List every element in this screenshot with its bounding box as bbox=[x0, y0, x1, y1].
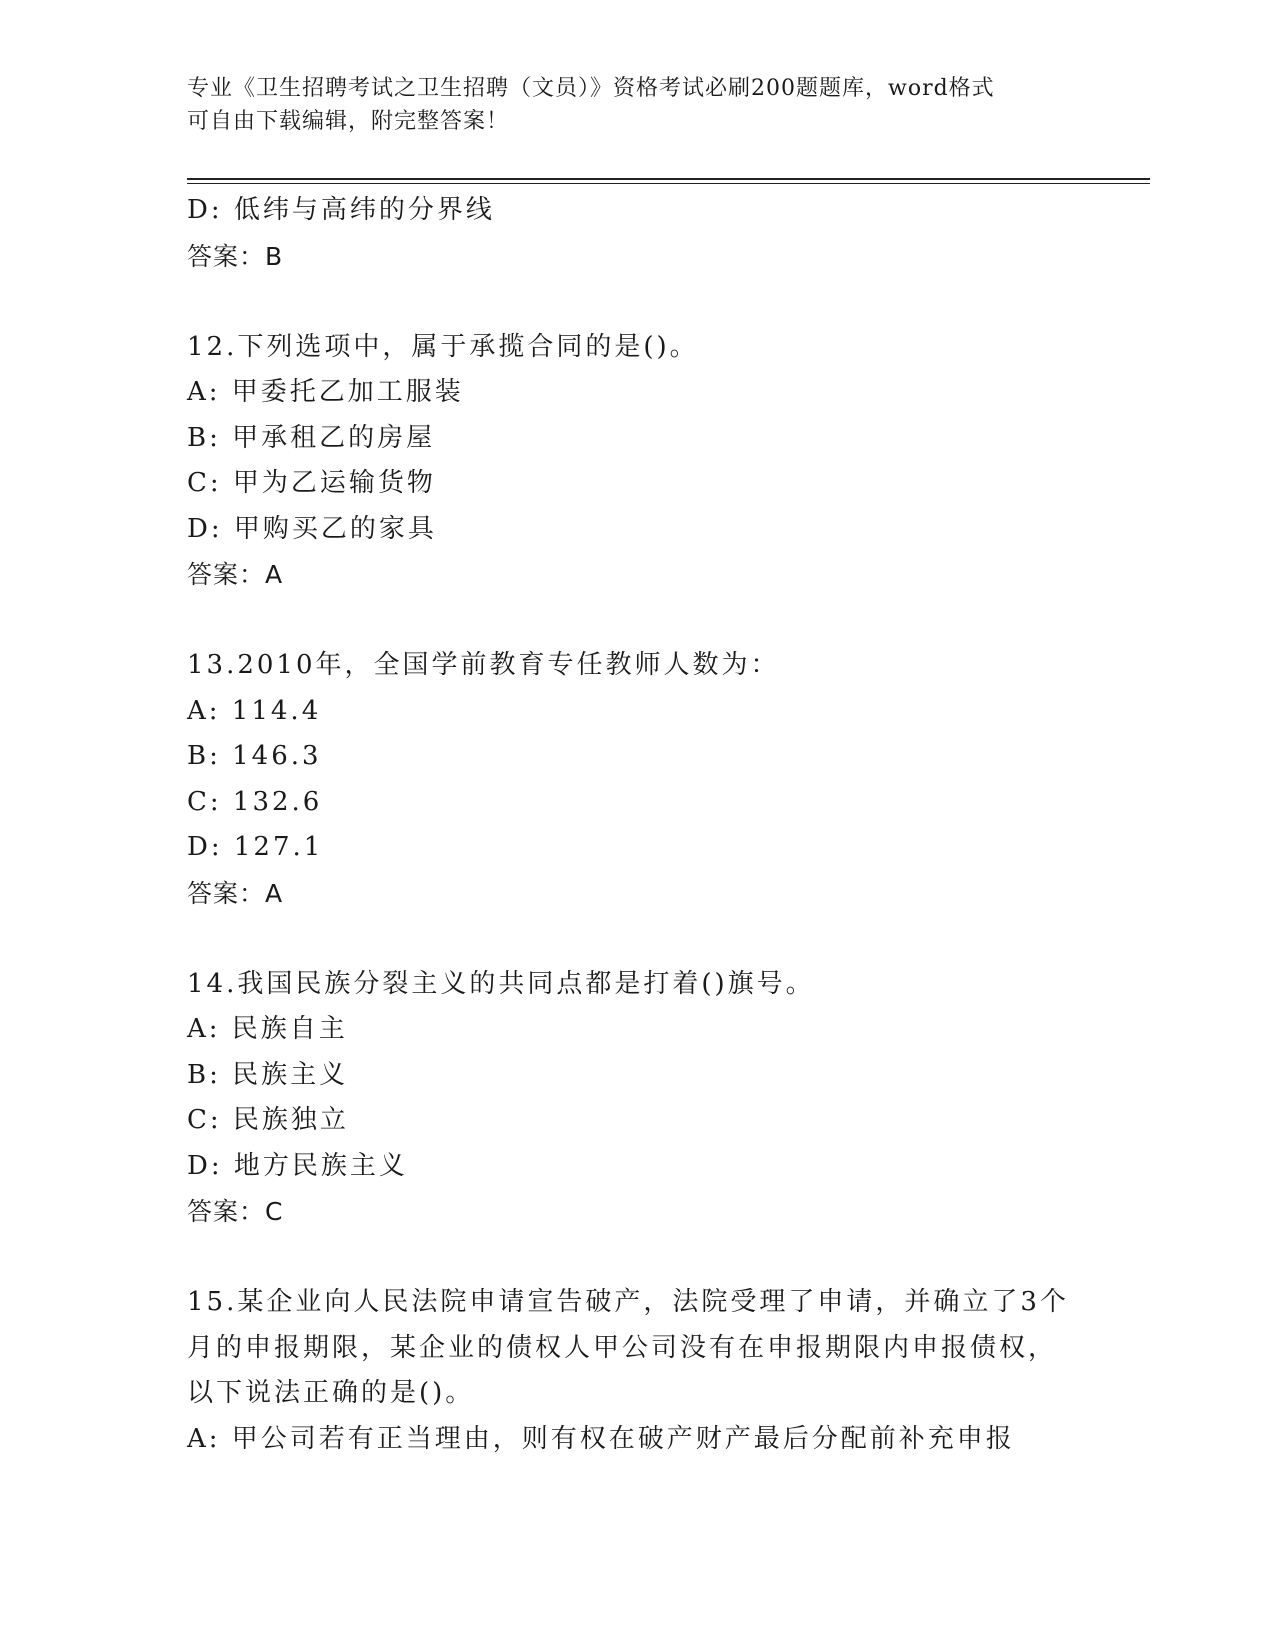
option-c: C: 甲为乙运输货物 bbox=[187, 468, 436, 498]
question-13 bbox=[187, 643, 1087, 916]
option-a: A: 甲委托乙加工服装 bbox=[187, 377, 464, 407]
question-text: 14.我国民族分裂主义的共同点都是打着()旗号。 bbox=[187, 968, 815, 999]
question-text-line-3: 以下说法正确的是()。 bbox=[187, 1378, 475, 1408]
option-b: B: 146.3 bbox=[187, 741, 322, 771]
document-header bbox=[187, 72, 1067, 138]
spacer bbox=[187, 916, 1087, 962]
spacer bbox=[187, 598, 1087, 644]
answer: 答案：A bbox=[187, 878, 284, 908]
option-d: D: 127.1 bbox=[187, 832, 324, 862]
question-text-line-1: 15.某企业向人民法院申请宣告破产，法院受理了申请，并确立了3个 bbox=[187, 1287, 1069, 1317]
header-line-2: 可自由下载编辑，附完整答案！ bbox=[187, 109, 510, 134]
question-15 bbox=[187, 1280, 1087, 1462]
option-a: A: 甲公司若有正当理由，则有权在破产财产最后分配前补充申报 bbox=[187, 1423, 1015, 1454]
answer: 答案：B bbox=[187, 241, 284, 271]
option-b: B: 甲承租乙的房屋 bbox=[187, 422, 436, 453]
option-d: D: 地方民族主义 bbox=[187, 1150, 408, 1181]
option-c: C: 132.6 bbox=[187, 786, 323, 817]
header-line-1: 专业《卫生招聘考试之卫生招聘（文员）》资格考试必刷200题题库，word格式 bbox=[187, 76, 995, 101]
header-rule-thin bbox=[187, 183, 1150, 184]
header-rule-thick bbox=[187, 178, 1150, 180]
option-d: D: 甲购买乙的家具 bbox=[187, 513, 437, 544]
option-a: A: 114.4 bbox=[187, 695, 322, 726]
option-a: A: 民族自主 bbox=[187, 1014, 348, 1044]
option-b: B: 民族主义 bbox=[187, 1059, 349, 1090]
option-c: C: 民族独立 bbox=[187, 1105, 349, 1135]
question-list bbox=[187, 188, 1087, 1462]
answer: 答案：C bbox=[187, 1197, 284, 1226]
option-d: D: 低纬与高纬的分界线 bbox=[187, 195, 495, 225]
answer: 答案：A bbox=[187, 560, 284, 589]
spacer bbox=[187, 1235, 1087, 1281]
question-text: 12.下列选项中，属于承揽合同的是()。 bbox=[187, 331, 699, 362]
question-text: 13.2010年，全国学前教育专任教师人数为： bbox=[187, 650, 780, 680]
spacer bbox=[187, 279, 1087, 325]
question-14 bbox=[187, 962, 1087, 1235]
question-text-line-2: 月的申报期限，某企业的债权人甲公司没有在申报期限内申报债权， bbox=[187, 1332, 1058, 1363]
question-12 bbox=[187, 325, 1087, 598]
